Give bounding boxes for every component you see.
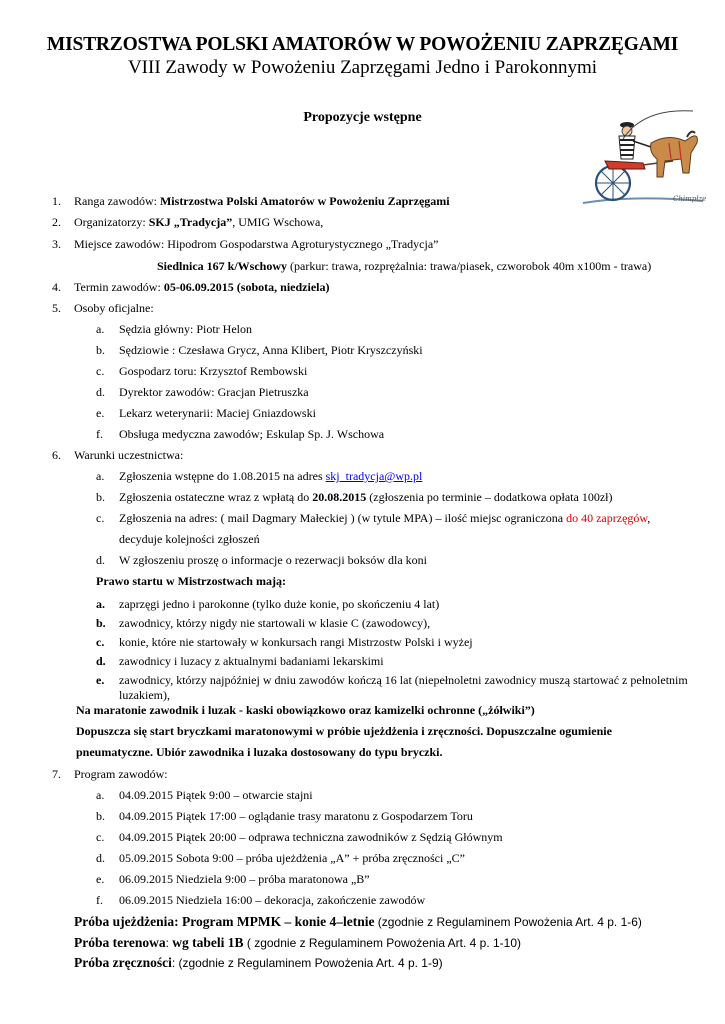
item-number: 5. <box>52 301 61 315</box>
item-miejsce: Miejsce zawodów: Hipodrom Gospodarstwa Agroturystycznego „Tradycja” <box>74 237 439 251</box>
program-entry: 04.09.2015 Piątek 17:00 – oglądanie trasy maratonu z Gospodarzem Toru <box>119 809 473 823</box>
sub-letter: d. <box>96 553 105 567</box>
section-heading: Propozycje wstępne <box>303 110 422 125</box>
warunki-zgloszenia-ostateczne: Zgłoszenia ostateczne wraz z wpłatą do 20.08.2015 (zgłoszenia po terminie – dodatkowa opłata 100zł) <box>119 490 613 504</box>
official-sedzia-glowny: Sędzia główny: Piotr Helon <box>119 322 252 336</box>
item-osoby: Osoby oficjalne: <box>74 301 154 315</box>
item-miejsce-address: Siedlnica 167 k/Wschowy (parkur: trawa, rozprężalnia: trawa/piasek, czworobok 40m x100m - trawa) <box>157 259 652 273</box>
item-termin: Termin zawodów: 05-06.09.2015 (sobota, niedziela) <box>74 280 330 294</box>
proba-zrecznosci: Próba zręczności: (zgodnie z Regulaminem Powożenia Art. 4 p. 1-9) <box>74 955 443 970</box>
note-kaski: Na maratonie zawodnik i luzak - kaski obowiązkowo oraz kamizelki ochronne („żółwiki”) <box>76 703 535 717</box>
program-entry: 06.09.2015 Niedziela 16:00 – dekoracja, zakończenie zawodów <box>119 893 426 907</box>
sub-letter: a. <box>96 469 105 483</box>
warunki-boksy: W zgłoszeniu proszę o informacje o rezerwacji boksów dla koni <box>119 553 428 567</box>
sub-letter: c. <box>96 830 105 844</box>
sub-letter: d. <box>96 851 105 865</box>
item-ranga: Ranga zawodów: Mistrzostwa Polski Amatorów w Powożeniu Zaprzęgami <box>74 194 450 208</box>
note-bryczki: Dopuszcza się start bryczkami maratonowymi w próbie ujeżdżenia i zręczności. Dopuszczalne ogumienie <box>76 724 612 738</box>
sub-letter: f. <box>96 893 103 907</box>
official-obsluga: Obsługa medyczna zawodów; Eskulap Sp. J. Wschowa <box>119 427 385 441</box>
program-entry: 06.09.2015 Niedziela 9:00 – próba maratonowa „B” <box>119 872 370 886</box>
prawo-zawodnicy-klasa: zawodnicy, którzy nigdy nie startowali w klasie C (zawodowcy), <box>119 616 431 630</box>
document-subtitle: VIII Zawody w Powożeniu Zaprzęgami Jedno i Parokonnymi <box>127 57 598 78</box>
sub-letter: a. <box>96 322 105 336</box>
item-organizatorzy: Organizatorzy: SKJ „Tradycja”, UMIG Wschowa, <box>74 215 324 229</box>
document-title: MISTRZOSTWA POLSKI AMATORÓW W POWOŻENIU ZAPRZĘGAMI <box>46 34 679 55</box>
program-entry: 04.09.2015 Piątek 9:00 – otwarcie stajni <box>119 788 313 802</box>
proba-ujezdzenia: Próba ujeżdżenia: Program MPMK – konie 4–letnie (zgodnie z Regulaminem Powożenia Art. 4 p. 1-6) <box>74 914 642 929</box>
program-entry: 04.09.2015 Piątek 20:00 – odprawa techniczna zawodników z Sędzią Głównym <box>119 830 503 844</box>
sub-letter: e. <box>96 872 105 886</box>
prawo-startu-heading: Prawo startu w Mistrzostwach mają: <box>96 574 286 588</box>
item-number: 6. <box>52 448 61 462</box>
item-number: 1. <box>52 194 61 208</box>
sub-letter: a. <box>96 788 105 802</box>
prawo-konie: konie, które nie startowały w konkursach rangi Mistrzostw Polski i wyżej <box>119 635 473 649</box>
item-warunki: Warunki uczestnictwa: <box>74 448 184 462</box>
illustration-signature: Chimpłze <box>673 195 707 203</box>
prawo-zaprzegi: zaprzęgi jedno i parokonne (tylko duże konie, po skończeniu 4 lat) <box>119 597 440 611</box>
item-number: 7. <box>52 767 61 781</box>
sub-letter: f. <box>96 427 103 441</box>
prawo-badania: zawodnicy i luzacy z aktualnymi badaniami lekarskimi <box>119 654 384 668</box>
item-program: Program zawodów: <box>74 767 168 781</box>
sub-letter: c. <box>96 635 105 649</box>
warunki-zgloszenia-adres-cont: decyduje kolejności zgłoszeń <box>119 532 260 546</box>
proba-terenowa: Próba terenowa: wg tabeli 1B ( zgodnie z Regulaminem Powożenia Art. 4 p. 1-10) <box>74 935 522 950</box>
item-number: 2. <box>52 215 61 229</box>
sub-letter: e. <box>96 406 105 420</box>
sub-letter: d. <box>96 654 106 668</box>
official-sedziowie: Sędziowie : Czesława Grycz, Anna Klibert, Piotr Kryszczyński <box>119 343 423 357</box>
sub-letter: e. <box>96 673 105 687</box>
email-link[interactable]: skj_tradycja@wp.pl <box>325 469 423 483</box>
sub-letter: a. <box>96 597 105 611</box>
prawo-wiek: zawodnicy, którzy najpóźniej w dniu zawodów kończą 16 lat (niepełnoletni zawodnicy muszą startować z pełnoletnim <box>119 673 688 687</box>
sub-letter: d. <box>96 385 105 399</box>
sub-letter: c. <box>96 364 105 378</box>
warunki-zgloszenia-adres: Zgłoszenia na adres: ( mail Dagmary Małeckiej ) (w tytule MPA) – ilość miejsc ograniczona do 40 zaprzęgów, <box>119 511 651 525</box>
prawo-wiek-cont: luzakiem), <box>119 688 170 702</box>
item-number: 3. <box>52 237 61 251</box>
note-bryczki-cont: pneumatyczne. Ubiór zawodnika i luzaka dostosowany do typu bryczki. <box>76 745 443 759</box>
sub-letter: b. <box>96 809 105 823</box>
program-entry: 05.09.2015 Sobota 9:00 – próba ujeżdżenia „A” + próba zręczności „C” <box>119 851 465 865</box>
sub-letter: b. <box>96 490 105 504</box>
sub-letter: b. <box>96 616 106 630</box>
official-lekarz: Lekarz weterynarii: Maciej Gniazdowski <box>119 406 316 420</box>
official-dyrektor: Dyrektor zawodów: Gracjan Pietruszka <box>119 385 309 399</box>
warunki-zgloszenia-wstepne: Zgłoszenia wstępne do 1.08.2015 na adres skj_tradycja@wp.pl <box>119 469 423 483</box>
carriage-driver-illustration <box>573 103 711 215</box>
official-gospodarz: Gospodarz toru: Krzysztof Rembowski <box>119 364 308 378</box>
sub-letter: b. <box>96 343 105 357</box>
sub-letter: c. <box>96 511 105 525</box>
item-number: 4. <box>52 280 61 294</box>
